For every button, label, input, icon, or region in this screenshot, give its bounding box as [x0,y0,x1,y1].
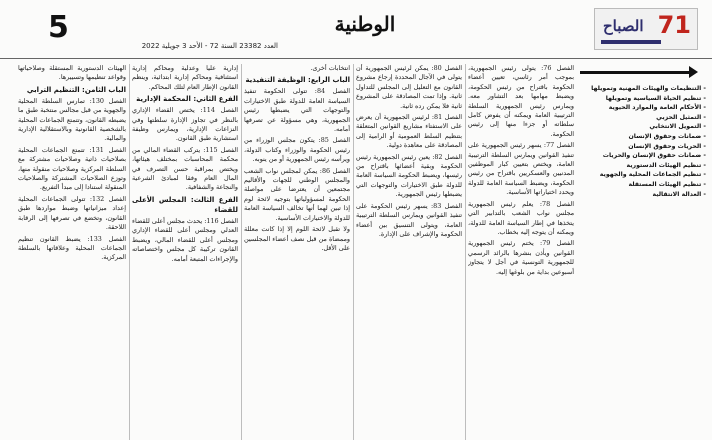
article-paragraph: الفصل 82: يعين رئيس الجمهورية رئيس الحكومة وبقية أعضائها باقتراح من رئيسها، ويضبط الحكومة السياسة العامة للدولة طبق الاختيارات والتوجهات التي يضبطها رئيس الجمهورية. [356,152,462,199]
section-heading: الباب الثامن: التنظيم الترابي [26,85,126,94]
article-paragraph: ولا تقبل لائحة اللوم إلا إذا كانت معللة وممضاة من قبل نصف أعضاء المجلسين على الأقل. [244,225,350,252]
contents-item: - التنظيمات والهيئات المهنية وتمويلها [591,85,706,92]
section-heading: الفرع الثالث: المجلس الأعلى للقضاء [132,195,238,214]
logo-number: 71 [657,11,691,39]
issue-info: العدد 23382 السنة 72 - الأحد 3 جويلية 2022 [141,42,278,50]
article-column-1 [468,64,574,440]
article-paragraph: الفصل 133: يضبط القانون تنظيم الجماعات المحلية وعلاقاتها بالسلطة المركزية. [18,234,126,262]
contents-item: - الحريات وحقوق الإنسان [628,142,706,150]
article-column-5 [18,64,126,440]
contents-item: - تنظيم الجماعات المحلية والجهوية [599,171,706,179]
section-heading: الباب الرابع: الوظيفة التنفيذية [245,76,350,85]
article-paragraph: الفصل 116: يحدث مجلس أعلى للقضاء العدلي ومجلس أعلى للقضاء الإداري ومجلس أعلى للقضاء المالي، ويضبط القانون تركيبة كل مجلس واختصاصاته والإجراءات المتبعة أمامه. [132,216,238,263]
contents-item: - الأحكام العامة والموارد الحيوية [608,104,706,112]
article-paragraph: الفصل 78: يعلم رئيس الجمهورية مجلس نواب الشعب بالتدابير التي يتخذها في إطار السياسة العامة للدولة، ويمكنه أن يتوجه إليه بخطاب. [468,199,574,236]
article-paragraph: الفصل 115: يتركب القضاء المالي من محكمة المحاسبات بمختلف هيئاتها، ويختص بمراقبة حسن التصرف في المال العام وفقا لمبادئ الشرعية والنجاعة والشفافية. [132,145,238,192]
arrow-icon [580,64,698,80]
contents-item: - ضمانات حقوق الإنسان والحريات [602,152,706,160]
page-number: 5 [48,10,69,45]
article-paragraph: الفصل 131: تتمتع الجماعات المحلية بصلاحيات ذاتية وصلاحيات مشتركة مع السلطة المركزية وصلاحيات منقولة منها، وتوزع الصلاحيات المشتركة والصلاحيات المنقولة استنادا إلى مبدأ التفريع. [18,145,126,192]
contents-item: - التمثيل الحزبي [656,113,706,121]
article-column-2 [356,64,462,440]
contents-item: - العدالة الانتقالية [652,190,706,198]
article-paragraph: الفصل 77: يسهر رئيس الجمهورية على تنفيذ القوانين ويمارس السلطة الترتيبية العامة، ويختص بتعيين كبار الموظفين المدنيين والعسكريين باقتراح من رئيس الحكومة، ويضبط السياسة العامة للدولة ويحدد اختياراتها الأساسية. [468,141,574,197]
column-divider [353,64,354,440]
column-divider [129,64,130,440]
section-heading: الفرع الثاني: المحكمة الإدارية [136,95,238,104]
article-paragraph: الفصل 76: يتولى رئيس الجمهورية، بموجب أمر رئاسي، تعيين أعضاء الحكومة باقتراح من رئيس الحكومة، ويضبط مهامها بعد التشاور معه. ويمارس رئيس الجمهورية السلطة الترتيبية العامة ويمكنه أن يفوض كامل سلطاته أو جزءا منها إلى رئيس الحكومة. [468,64,574,138]
article-paragraph: الفصل 85: يتكون مجلس الوزراء من رئيس الحكومة والوزراء وكتاب الدولة، ويرأسه رئيس الجمهورية أو من ينوبه. [244,136,350,164]
column-divider [465,64,466,440]
article-paragraph: إدارية عليا وعدلية ومحاكم إدارية استئنافية ومحاكم إدارية ابتدائية، وينظم القانون الإطار العام لتلك المحاكم. [132,64,238,91]
article-paragraph: الفصل 79: يختم رئيس الجمهورية القوانين ويأذن بنشرها بالرائد الرسمي للجمهورية التونسية في أجل لا يتجاوز أسبوعين بداية من بلوغها إليه. [468,239,574,276]
article-paragraph: الفصل 84: تتولى الحكومة تنفيذ السياسة العامة للدولة طبق الاختيارات والتوجهات التي يضبطها رئيس الجمهورية، وهي مسؤولة عن تصرفها أمامه. [244,87,350,134]
contents-item: - تنظيم الهيئات المستقلة [628,180,706,188]
article-column-3 [244,64,350,440]
contents-item: - تنظيم الهيئات الدستورية [626,161,706,169]
contents-item: - ضمانات وحقوق الإنسان [628,132,706,140]
article-paragraph: الفصل 81: لرئيس الجمهورية أن يعرض على الاستفتاء مشاريع القوانين المتعلقة بتنظيم السلط العمومية أو الرامية إلى المصادقة على معاهدة دولية. [356,113,462,150]
article-column-4 [132,64,238,440]
contents-item: - التمويل الانتخابي [649,123,706,131]
logo-bar [601,40,661,44]
page-header [0,0,712,59]
article-paragraph: الفصل 83: يسهر رئيس الحكومة على تنفيذ القوانين ويمارس السلطة الترتيبية العامة، ويتولى التنسيق بين أعضاء الحكومة والإشراف على الإدارة. [356,201,462,238]
article-paragraph: الفصل 130: تمارس السلطة المحلية والجهوية من قبل مجالس منتخبة طبق ما يضبطه القانون، وتتمتع الجماعات المحلية بالشخصية القانونية وبالاستقلالية الإدارية والمالية. [18,96,126,143]
article-paragraph: انتخابات أخرى. [310,64,350,72]
article-paragraph: الفصل 132: تتولى الجماعات المحلية إعداد ميزانياتها وضبط مواردها طبق القانون، وتخضع في تصرفها إلى الرقابة اللاحقة. [18,194,126,232]
contents-item: - تنظيم الحياة السياسية وتمويلها [605,94,706,102]
column-divider [241,64,242,440]
newspaper-logo [594,8,698,50]
article-paragraph: الهيئات الدستورية المستقلة وصلاحياتها وقواعد تنظيمها وتسييرها. [18,64,126,82]
article-paragraph: الفصل 80: يمكن لرئيس الجمهورية أن يتولى في الآجال المحددة إرجاع مشروع القانون مع التعليل إلى المجلس للتداول ثانية. وإذا تمت المصادقة على المشروع ثانية فلا يمكن رده ثانية. [356,64,462,110]
article-paragraph: الفصل 86: يمكن لمجلس نواب الشعب والمجلس الوطني للجهات والأقاليم مجتمعين أن يعترضا على مواصلة الحكومة لمسؤولياتها بتوجيه لائحة لوم إذا تبين لهما أنها تخالف السياسة العامة للدولة والاختيارات الأساسية. [244,166,350,222]
contents-list [580,84,706,199]
section-title: الوطنية [334,12,396,36]
logo-word: الصباح [603,17,644,35]
article-paragraph: الفصل 114: يختص القضاء الإداري بالنظر في تجاوز الإدارة سلطتها وفي النزاعات الإدارية، ويمارس وظيفة استشارية طبق القانون. [132,106,238,143]
